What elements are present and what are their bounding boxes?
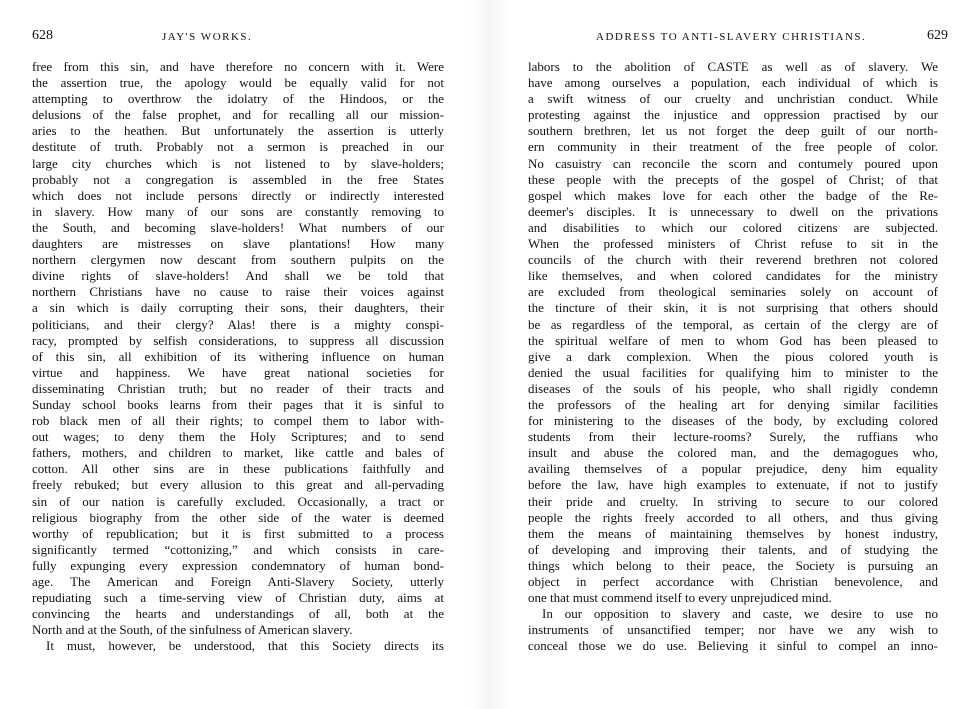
book-gutter — [470, 0, 510, 709]
text-line: which does not include persons directly or indirectly interested — [32, 187, 444, 203]
right-page — [528, 28, 948, 654]
right-page-header — [528, 28, 948, 46]
text-line: object in perfect accordance with Christian benevolence, and — [528, 574, 938, 589]
text-line: the spiritual welfare of men to whom God has been pleased to — [528, 332, 938, 348]
text-line: racy, prompted by selfish considerations, to suppress all discussion — [32, 332, 444, 348]
text-line: northern clergymen now descant from southern pulpits on the — [32, 252, 444, 268]
text-line: availing themselves of a popular prejudice, deny him equality — [528, 461, 938, 477]
text-line: have among ourselves a population, each individual of which is — [528, 75, 938, 91]
right-page-number: 629 — [927, 28, 948, 43]
text-line: are excluded from theological seminaries solely on account of — [528, 284, 938, 300]
left-running-head: JAY'S WORKS. — [162, 31, 253, 43]
text-line: sin of our nation is carefully excluded. Occasionally, a tract or — [32, 493, 444, 509]
text-line: in slavery. How many of our sons are constantly removing to — [32, 203, 444, 219]
text-line: for ministering to the diseases of the body, by excluding colored — [528, 413, 938, 429]
text-line: diseases of the souls of his people, who shall rigidly condemn — [528, 380, 938, 396]
text-line: a sin which is daily corrupting their sons, their daughters, their — [32, 300, 444, 316]
text-line: convincing the hearts and understandings of all, both at the — [32, 606, 444, 622]
text-line: people the rights freely accorded to all others, and thus giving — [528, 509, 938, 525]
text-line: freely rebuked; but every allusion to this great and all-pervading — [32, 477, 444, 493]
text-line: No casuistry can reconcile the scorn and contumely poured upon — [528, 155, 938, 171]
text-line: rob black men of all their rights; to compel them to labor with- — [32, 413, 444, 429]
text-line: be as regardless of the temporal, as certain of the clergy are of — [528, 316, 938, 332]
text-line: these people with the precepts of the gospel of Christ; of that — [528, 171, 938, 187]
text-line: things which belong to their peace, the Society is pursuing an — [528, 557, 938, 573]
text-line: disseminating Christian truth; but no reader of their tracts and — [32, 380, 444, 396]
text-line: them the means of maintaining themselves by honest industry, — [528, 525, 938, 541]
text-line: the tincture of their skin, it is not surprising that others should — [528, 300, 938, 316]
text-line: free from this sin, and have therefore no concern with it. Were — [32, 59, 444, 74]
text-line: a swift witness of our cruelty and unchristian conduct. While — [528, 91, 938, 107]
text-line: daughters are mistresses on slave plantations! How many — [32, 236, 444, 252]
text-line: fathers, mothers, and children to market, like cattle and bales of — [32, 445, 444, 461]
text-line: cotton. All other sins are in these publications faithfully and — [32, 461, 444, 477]
text-line: southern brethren, let us not forget the deep guilt of our north- — [528, 123, 938, 139]
text-line: divine rights of slave-holders! And shall we be told that — [32, 268, 444, 284]
text-line: age. The American and Foreign Anti-Slavery Society, utterly — [32, 574, 444, 589]
text-line: the professors of the healing art for denying similar facilities — [528, 396, 938, 412]
text-line: deemer's disciples. It is unnecessary to dwell on the privations — [528, 203, 938, 219]
text-line: instruments of unsanctified temper; nor have we any wish to — [528, 622, 938, 638]
left-page-text — [32, 59, 444, 654]
text-line: virtue and happiness. We have great national societies for — [32, 364, 444, 380]
text-line: councils of the church with their reverend brethren not colored — [528, 252, 938, 268]
text-line: out wages; to deny them the Holy Scriptures; and to send — [32, 429, 444, 445]
text-line: one that must commend itself to every unprejudiced mind. — [528, 590, 832, 606]
text-line: North and at the South, of the sinfulness of American slavery. — [32, 622, 353, 638]
text-line: labors to the abolition of CASTE as well as of slavery. We — [528, 59, 938, 74]
text-line: gospel which makes love for each other the badge of the Re- — [528, 187, 938, 203]
text-line: worthy of republication; but it is first submitted to a process — [32, 525, 444, 541]
text-line: conceal those we do use. Believing it sinful to compel an inno- — [528, 638, 938, 654]
text-line: northern Christians have no cause to raise their voices against — [32, 284, 444, 300]
text-line: the assertion true, the apology would be equally valid for not — [32, 75, 444, 91]
text-line: before the law, have high examples to extenuate, if not to justify — [528, 477, 938, 493]
right-running-head: ADDRESS TO ANTI-SLAVERY CHRISTIANS. — [596, 31, 867, 43]
text-line: repudiating such a time-serving view of Christian duty, aims at — [32, 590, 444, 606]
text-line: denied the usual facilities for qualifying him to minister to the — [528, 364, 938, 380]
text-line: significantly termed “cottonizing,” and which consists in care- — [32, 541, 444, 557]
text-line: their pride and cruelty. In striving to secure to our colored — [528, 493, 938, 509]
text-line: ern community in their treatment of the free people of color. — [528, 139, 938, 155]
text-line: politicians, and their clergy? Alas! there is a mighty conspi- — [32, 316, 444, 332]
text-line: Sunday school books learns from their pages that it is sinful to — [32, 396, 444, 412]
text-line: the South, and becoming slave-holders! What numbers of our — [32, 219, 444, 235]
text-line: and disabilities to which our colored citizens are subjected. — [528, 219, 938, 235]
text-line: give a dark complexion. When the pious colored youth is — [528, 348, 938, 364]
text-line: protesting against the injustice and oppression practised by our — [528, 107, 938, 123]
right-page-text — [528, 59, 938, 654]
left-page-header — [32, 28, 444, 46]
text-line: aries to the heathen. But unfortunately the assertion is utterly — [32, 123, 444, 139]
text-line: In our opposition to slavery and caste, we desire to use no — [542, 606, 938, 622]
text-line: attempting to overthrow the idolatry of the Hindoos, or the — [32, 91, 444, 107]
text-line: large city churches which is not listened to by slave-holders; — [32, 155, 444, 171]
text-line: fully expunging every expression condemnatory of human bond- — [32, 557, 444, 573]
text-line: destitute of truth. Probably not a sermon is preached in our — [32, 139, 444, 155]
text-line: When the professed ministers of Christ refuse to sit in the — [528, 236, 938, 252]
text-line: students from their lecture-rooms? Surely, the ruffians who — [528, 429, 938, 445]
text-line: delusions of the false prophet, and for recalling all our mission- — [32, 107, 444, 123]
left-page — [32, 28, 444, 654]
text-line: religious biography from the other side of the water is deemed — [32, 509, 444, 525]
text-line: of this sin, all exhibition of its withering influence on human — [32, 348, 444, 364]
text-line: It must, however, be understood, that this Society directs its — [46, 638, 444, 654]
text-line: insult and abuse the colored man, and the demagogues who, — [528, 445, 938, 461]
text-line: of developing and improving their talents, and of studying the — [528, 541, 938, 557]
text-line: probably not a congregation is assembled in the free States — [32, 171, 444, 187]
text-line: like themselves, and when colored candidates for the ministry — [528, 268, 938, 284]
left-page-number: 628 — [32, 28, 53, 43]
